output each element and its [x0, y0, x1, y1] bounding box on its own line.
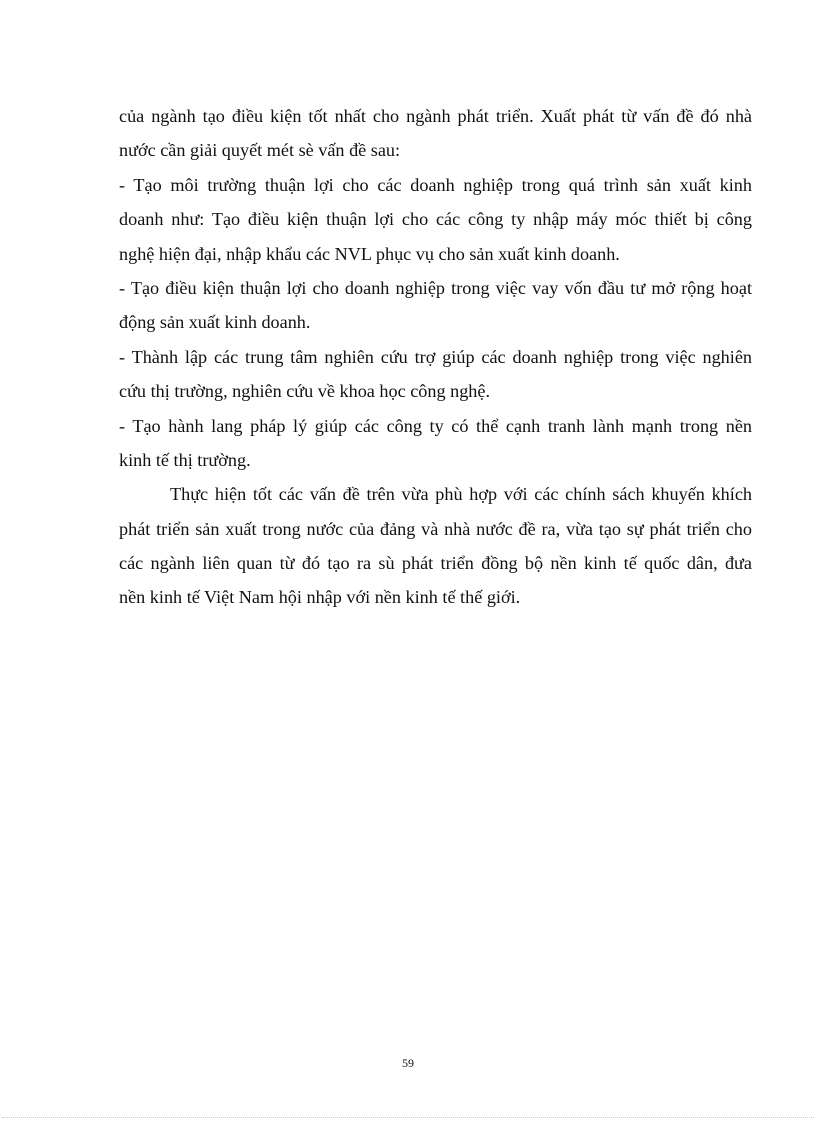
- text-line: - Tạo môi trường thuận lợi cho các doanh nghiệp trong quá trình sản xuất kinh: [119, 174, 752, 195]
- body-text: [119, 99, 752, 615]
- text-line: phát triển sản xuất trong nước của đảng và nhà nước đề ra, vừa tạo sự phát triển cho: [119, 518, 752, 539]
- text-line: - Tạo hành lang pháp lý giúp các công ty có thể cạnh tranh lành mạnh trong nền: [119, 415, 752, 436]
- text-line: nền kinh tế Việt Nam hội nhập với nền kinh tế thế giới.: [119, 587, 521, 608]
- text-line: - Thành lập các trung tâm nghiên cứu trợ giúp các doanh nghiệp trong việc nghiên: [119, 346, 752, 367]
- paragraph-first-line: Thực hiện tốt các vấn đề trên vừa phù hợp với các chính sách khuyến khích: [170, 484, 752, 505]
- text-line: doanh như: Tạo điều kiện thuận lợi cho các công ty nhập máy móc thiết bị công: [119, 209, 752, 230]
- text-line: của ngành tạo điều kiện tốt nhất cho ngành phát triển. Xuất phát từ vấn đề đó nhà: [119, 106, 752, 126]
- text-line: nước cần giải quyết mét sè vấn đề sau:: [119, 140, 401, 161]
- text-line: cứu thị trường, nghiên cứu về khoa học công nghệ.: [119, 381, 491, 402]
- text-line: động sản xuất kinh doanh.: [119, 312, 311, 333]
- page-bottom-border: [2, 1117, 814, 1118]
- text-line: nghệ hiện đại, nhập khẩu các NVL phục vụ cho sản xuất kinh doanh.: [119, 243, 620, 264]
- text-line: - Tạo điều kiện thuận lợi cho doanh nghiệp trong việc vay vốn đầu tư mở rộng hoạt: [119, 277, 752, 298]
- text-line: kinh tế thị trường.: [119, 449, 251, 470]
- page-number: 59: [402, 1056, 414, 1070]
- text-line: các ngành liên quan từ đó tạo ra sù phát triển đồng bộ nền kinh tế quốc dân, đưa: [119, 553, 752, 574]
